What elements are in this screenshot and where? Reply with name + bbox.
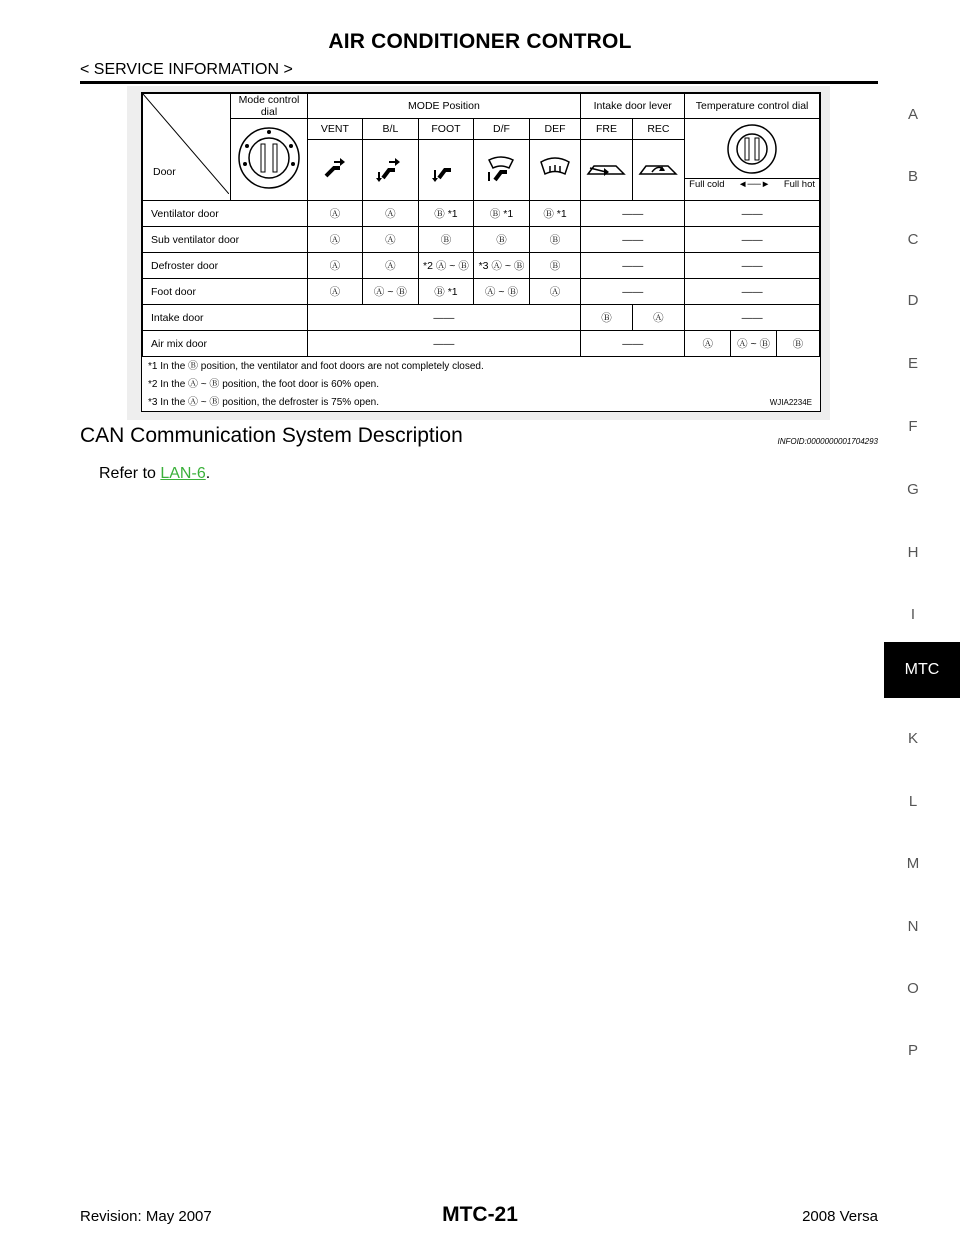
vent-airflow-icon [307,140,363,201]
breadcrumb: < SERVICE INFORMATION > [80,61,293,78]
section-tab-l[interactable]: L [908,793,918,810]
table-cell: Ⓐ [307,279,363,305]
table-cell: Ⓐ [685,331,731,357]
temp-dial-graphic [685,119,820,201]
table-cell: —— [581,201,685,227]
table-cell: —— [307,305,581,331]
table-cell: Ⓐ [632,305,684,331]
section-tab-f[interactable]: F [908,418,918,435]
temperature-control-dial-header: Temperature control dial [685,94,820,119]
table-cell: Ⓐ [529,279,580,305]
footer-page-number: MTC-21 [442,1203,518,1226]
table-cell: Ⓑ [776,331,819,357]
mode-control-dial-header: Mode control dial [231,94,307,119]
table-cell: —— [307,331,581,357]
table-cell: Ⓑ [529,253,580,279]
table-cell: —— [685,227,820,253]
door-position-table [142,93,820,357]
col-rec: REC [632,119,684,140]
page-title: AIR CONDITIONER CONTROL [328,30,632,53]
temperature-dial-icon [712,119,792,175]
mode-dial-graphic [231,119,307,201]
table-cell: —— [685,253,820,279]
col-df: D/F [474,119,530,140]
table-cell: Ⓐ ~ Ⓑ [731,331,776,357]
figure-frame [141,92,821,412]
door-header-label: Door [153,166,176,178]
table-row [143,227,820,253]
section-tab-o[interactable]: O [907,980,919,997]
section-tab-m[interactable]: M [906,855,920,872]
footnote-3: *3 In the Ⓐ ~ Ⓑ position, the defroster is 75% open. [148,397,379,408]
mode-position-header: MODE Position [307,94,581,119]
section-tab-p[interactable]: P [907,1042,918,1059]
footer-model: 2008 Versa [802,1208,878,1225]
full-cold-label: Full cold [689,179,725,190]
col-def: DEF [529,119,580,140]
table-cell: Ⓑ [418,227,474,253]
table-cell: Ⓐ [307,201,363,227]
table-cell: —— [685,305,820,331]
fresh-air-icon [581,140,632,201]
section-tab-g[interactable]: G [907,481,919,498]
row-label: Intake door [143,305,308,331]
info-id: INFOID:0000000001704293 [777,437,878,446]
table-row [143,253,820,279]
footer-revision: Revision: May 2007 [80,1208,212,1225]
row-label: Sub ventilator door [143,227,308,253]
defrost-airflow-icon [529,140,580,201]
section-tab-e[interactable]: E [907,355,918,372]
body-prefix: Refer to [99,465,161,482]
section-index [884,0,960,1242]
defrost-foot-airflow-icon [474,140,530,201]
table-cell: Ⓐ [363,201,419,227]
section-tab-d[interactable]: D [907,292,919,309]
table-row [143,331,820,357]
col-foot: FOOT [418,119,474,140]
door-position-figure [127,86,830,420]
table-cell: Ⓐ ~ Ⓑ [474,279,530,305]
table-cell: —— [685,201,820,227]
table-cell: *3 Ⓐ ~ Ⓑ [474,253,530,279]
foot-airflow-icon [418,140,474,201]
row-label: Foot door [143,279,308,305]
body-paragraph [99,465,210,483]
table-cell: —— [581,279,685,305]
table-cell: —— [581,253,685,279]
table-row [143,305,820,331]
section-tab-n[interactable]: N [907,918,919,935]
table-cell: Ⓑ *1 [529,201,580,227]
recirculate-icon [632,140,684,201]
section-tab-c[interactable]: C [907,231,919,248]
body-suffix: . [205,465,211,482]
diagonal-line [143,94,229,194]
lan-6-link[interactable]: LAN-6 [160,465,206,482]
table-row [143,279,820,305]
row-label: Defroster door [143,253,308,279]
door-header-cell [143,94,231,201]
section-heading: CAN Communication System Description [80,424,463,447]
double-arrow-icon: ◄──► [738,179,771,190]
table-cell: Ⓐ ~ Ⓑ [363,279,419,305]
row-label: Air mix door [143,331,308,357]
table-cell: Ⓑ *1 [418,279,474,305]
header-divider [80,81,878,84]
section-tab-h[interactable]: H [907,544,919,561]
table-cell: —— [581,331,685,357]
table-cell: Ⓑ [474,227,530,253]
col-bl: B/L [363,119,419,140]
table-row [143,201,820,227]
full-hot-label: Full hot [783,179,815,190]
table-cell: Ⓐ [307,253,363,279]
bilevel-airflow-icon [363,140,419,201]
footnote-2: *2 In the Ⓐ ~ Ⓑ position, the foot door is 60% open. [148,379,379,390]
section-tab-b[interactable]: B [907,168,918,185]
table-cell: *2 Ⓐ ~ Ⓑ [418,253,474,279]
footnote-1: *1 In the Ⓑ position, the ventilator and foot doors are not completely closed. [148,361,484,372]
section-tab-a[interactable]: A [907,106,918,123]
table-cell: Ⓑ [581,305,632,331]
section-tab-k[interactable]: K [907,730,918,747]
table-cell: Ⓑ [529,227,580,253]
col-fre: FRE [581,119,632,140]
mode-dial-icon [235,124,303,192]
table-cell: Ⓐ [307,227,363,253]
col-vent: VENT [307,119,363,140]
section-tab-active[interactable]: MTC [884,642,960,698]
section-tab-i[interactable]: I [910,606,916,623]
table-cell: Ⓑ *1 [418,201,474,227]
table-cell: Ⓐ [363,253,419,279]
table-cell: Ⓑ *1 [474,201,530,227]
table-cell: —— [581,227,685,253]
figure-id: WJIA2234E [769,398,812,407]
table-cell: —— [685,279,820,305]
intake-door-lever-header: Intake door lever [581,94,685,119]
row-label: Ventilator door [143,201,308,227]
table-cell: Ⓐ [363,227,419,253]
temp-range [685,178,819,190]
